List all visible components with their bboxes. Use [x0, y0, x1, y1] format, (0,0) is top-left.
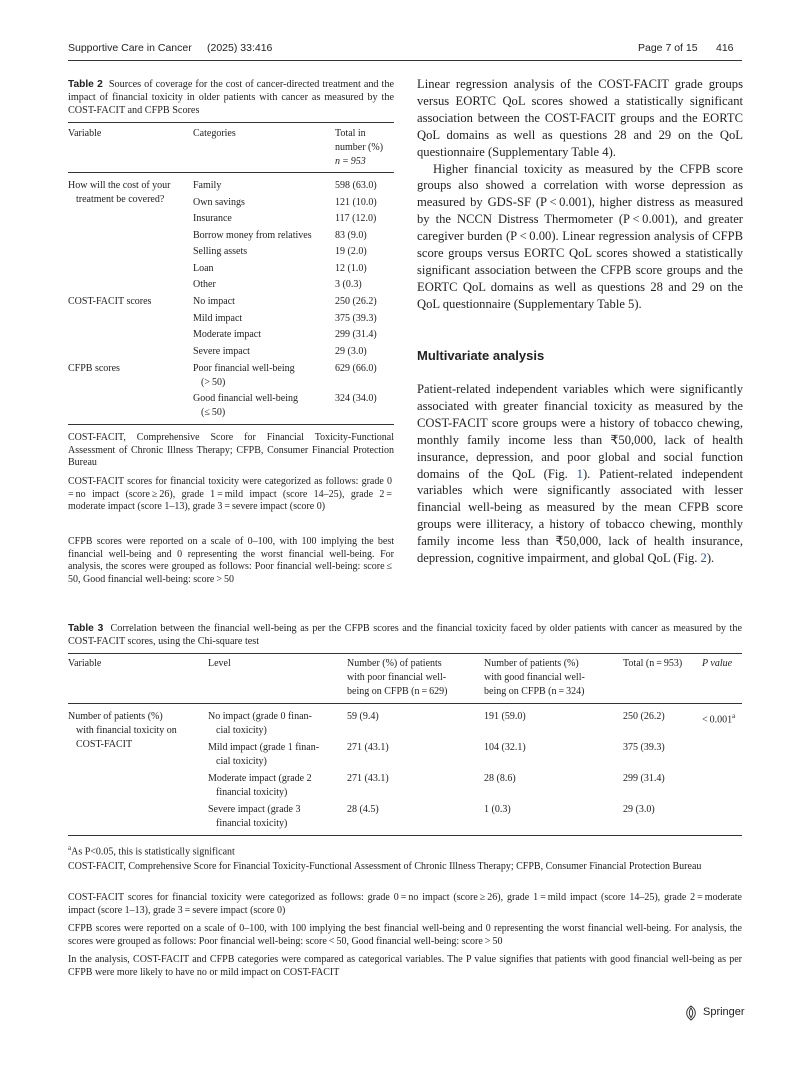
table3-col-poor-2: with poor financial well- — [347, 672, 447, 683]
table3-level: No impact (grade 0 finan- — [208, 711, 312, 722]
table3-footnote — [68, 842, 742, 859]
table3-variable-1: Number of patients (%) — [68, 711, 163, 722]
body-text: ). Patient-related independent variables which were significantly associated with lesser financial well-being as measured by the mean CFPB score groups were illiteracy, a history of tobacco chewing, monthly family income less than ₹50,000, lack of health insurance, depression, cognitive impairment, and global QoL (Fig. — [417, 466, 743, 566]
table2-val: 83 (9.0) — [335, 230, 367, 241]
table2-cat: Moderate impact — [193, 329, 262, 340]
table3-p-text: < 0.001 — [702, 714, 733, 726]
table2-val: 375 (39.3) — [335, 313, 377, 324]
table2 — [68, 122, 394, 422]
table3-variable-2: with financial toxicity on — [76, 725, 177, 736]
table2-col-total-1: Total in — [335, 128, 366, 139]
table2-note-abbrev: COST-FACIT, Comprehensive Score for Financial Toxicity-Functional Assessment of Chronic Illness Therapy; CFPB, Consumer Financial Protection Bureau — [68, 432, 394, 469]
table3-col-good-2: with good financial well- — [484, 672, 585, 683]
table3-good: 28 (8.6) — [484, 773, 516, 784]
table3-note-costfacit: COST-FACIT scores for financial toxicity were categorized as follows: grade 0 = no impact (score ≥ 26), grade 1 = mild impact (score 14–25), grade 2 = moderate impact (score 1–13), grade 3 = severe impact (score 0) — [68, 892, 742, 916]
table3-poor: 271 (43.1) — [347, 742, 389, 753]
body-paragraph: Linear regression analysis of the COST-FACIT grade groups versus EORTC QoL scores showed a statistically significant association between the COST-FACIT groups and the EORTC QoL domains as well as questions 28 and 29 on the QoL questionnaire (Supplementary Table 4). — [417, 77, 743, 159]
table2-val: 3 (0.3) — [335, 279, 362, 290]
table3-note-abbrev: COST-FACIT, Comprehensive Score for Financial Toxicity-Functional Assessment of Chronic Illness Therapy; CFPB, Consumer Financial Protection Bureau — [68, 861, 702, 872]
table2-cat: Severe impact — [193, 346, 250, 357]
springer-logo-icon — [683, 1005, 699, 1021]
table3-note-analysis: In the analysis, COST-FACIT and CFPB categories were compared as categorical variables. The P value signifies that patients with good financial well-being as per CFPB were more likely to have no or mild impact on COST-FACIT — [68, 954, 742, 978]
body-text: ). — [706, 551, 715, 566]
table2-cat: Mild impact — [193, 313, 243, 324]
table3-poor: 28 (4.5) — [347, 804, 379, 815]
table3-level: Mild impact (grade 1 finan- — [208, 742, 320, 753]
publisher-name: Springer — [703, 1006, 745, 1018]
table3-header-rule — [68, 703, 742, 704]
table2-cat: No impact — [193, 296, 235, 307]
table3-total: 250 (26.2) — [623, 711, 665, 722]
table3-footnote-text: As P<0.05, this is statistically significant — [71, 846, 235, 858]
table3-col-total: Total (n = 953) — [623, 658, 683, 669]
table2-cat: Own savings — [193, 197, 245, 208]
table2-val: 29 (3.0) — [335, 346, 367, 357]
table2-cat-cont: (> 50) — [201, 377, 226, 388]
table2-cat: Selling assets — [193, 246, 248, 257]
section-title: Multivariate analysis — [417, 348, 545, 363]
figure-2-link[interactable]: 2 — [700, 551, 707, 566]
page-number: Page 7 of 15 — [638, 42, 698, 54]
table3-total: 29 (3.0) — [623, 804, 655, 815]
table3-col-level: Level — [208, 658, 231, 669]
table3-label: Table 3 — [68, 623, 104, 634]
table3-good: 1 (0.3) — [484, 804, 511, 815]
table2-val: 19 (2.0) — [335, 246, 367, 257]
table2-cat: Borrow money from relatives — [193, 230, 312, 241]
table3-p-value — [702, 710, 735, 727]
table2-label: Table 2 — [68, 79, 103, 90]
table2-col-variable: Variable — [68, 128, 102, 139]
table2-val: 629 (66.0) — [335, 363, 377, 374]
table3-total: 375 (39.3) — [623, 742, 665, 753]
table3-good: 104 (32.1) — [484, 742, 526, 753]
table3-col-good-1: Number of patients (%) — [484, 658, 579, 669]
table2-cat-cont: (≤ 50) — [201, 407, 226, 418]
table2-val: 121 (10.0) — [335, 197, 377, 208]
table2-bottom-rule — [68, 424, 394, 425]
table3-footnote-sup: a — [68, 844, 72, 852]
table2-val: 250 (26.2) — [335, 296, 377, 307]
citation: (2025) 33:416 — [207, 42, 273, 54]
table3-col-good-3: being on CFPB (n = 324) — [484, 686, 585, 697]
table3-col-variable: Variable — [68, 658, 102, 669]
table2-col-categories: Categories — [193, 128, 236, 139]
table2-note-cfpb: CFPB scores were reported on a scale of 0–100, with 100 implying the best financial well-being and 0 representing the worst financial well-being. For analysis, the scores were grouped as follows: Poor financial well-being: score ≤ 50, Good financial well-being: score > 50 — [68, 536, 394, 585]
table2-val: 117 (12.0) — [335, 213, 377, 224]
table2-cat: Family — [193, 180, 222, 191]
table3-good: 191 (59.0) — [484, 711, 526, 722]
table3-col-poor-3: being on CFPB (n = 629) — [347, 686, 448, 697]
body-paragraph-multivariate — [417, 381, 743, 567]
table2-caption — [68, 78, 394, 118]
table2-val: 598 (63.0) — [335, 180, 377, 191]
table3-level: Moderate impact (grade 2 — [208, 773, 312, 784]
table2-val: 324 (34.0) — [335, 393, 377, 404]
table2-caption-text: Sources of coverage for the cost of cancer-directed treatment and the impact of financial toxicity in older patients with cancer as measured by the COST-FACIT and CFPB Scores — [68, 79, 394, 117]
table2-col-total-3: n = 953 — [335, 156, 366, 167]
article-number: 416 — [716, 42, 734, 54]
figure-1-link[interactable]: 1 — [576, 466, 583, 481]
table3-poor: 271 (43.1) — [347, 773, 389, 784]
body-text: Patient-related independent variables which were significantly associated with greater financial toxicity as measured by the COST-FACIT score groups were a history of tobacco chewing, monthly family income less than ₹50,000, lack of health insurance, depression, and poor global and social function domains of the QoL (Fig. — [417, 382, 743, 481]
table3-top-rule — [68, 653, 742, 654]
table3-level-cont: financial toxicity) — [216, 818, 288, 829]
body-paragraph: Higher financial toxicity as measured by the CFPB score groups also showed a correlation with worse depression as measured by GDS-SF (P < 0.001), higher distress as measured by the NCCN Distress Thermometer (P < 0.001), and greater caregiver burden (P < 0.00). Linear regression analysis of CFPB score groups versus EORTC QoL scores showed a statistically significant association between the CFPB score groups and the EORTC QoL domains as well as questions 28 and 29 on the QoL questionnaire (Supplementary Table 5). — [417, 161, 743, 311]
table3-variable-3: COST-FACIT — [76, 739, 133, 750]
table3-p-sup: a — [732, 712, 736, 720]
table2-cat: Poor financial well-being — [193, 363, 295, 374]
table3 — [68, 653, 742, 838]
table3-note-cfpb: CFPB scores were reported on a scale of 0–100, with 100 implying the best financial well-being and 0 representing the worst financial well-being. For analysis, the scores were grouped as follows: Poor financial well-being: score < 50, Good financial well-being: score > 50 — [68, 923, 742, 947]
table3-level-cont: financial toxicity) — [216, 787, 288, 798]
table3-bottom-rule — [68, 835, 742, 836]
body-column — [417, 76, 743, 313]
table2-variable-costfacit: COST-FACIT scores — [68, 296, 152, 307]
table3-poor: 59 (9.4) — [347, 711, 379, 722]
table2-cat: Loan — [193, 263, 214, 274]
table2-top-rule — [68, 122, 394, 123]
table2-cat: Other — [193, 279, 216, 290]
table2-variable-cfpb: CFPB scores — [68, 363, 120, 374]
table2-note-costfacit: COST-FACIT scores for financial toxicity were categorized as follows: grade 0 = no impact (score ≥ 26), grade 1 = mild impact (score 14–25), grade 2 = moderate impact (score 1–13), grade 3 = severe impact (score 0) — [68, 476, 394, 513]
table2-variable-cost-text: How will the cost of your treatment be covered? — [68, 180, 171, 205]
table3-caption-text: Correlation between the financial well-being as per the CFPB scores and the financial toxicity faced by older patients with cancer as measured by the COST-FACIT scores, using the Chi-square test — [68, 623, 743, 648]
table2-cat: Good financial well-being — [193, 393, 298, 404]
table2-header-rule — [68, 172, 394, 173]
header-rule — [68, 60, 742, 61]
table3-level: Severe impact (grade 3 — [208, 804, 301, 815]
table3-caption — [68, 622, 742, 648]
table2-col-total-2: number (%) — [335, 142, 384, 153]
table3-total: 299 (31.4) — [623, 773, 665, 784]
table3-col-poor-1: Number (%) of patients — [347, 658, 442, 669]
table3-level-cont: cial toxicity) — [216, 725, 267, 736]
table2-variable-cost — [68, 179, 186, 207]
table2-cat: Insurance — [193, 213, 232, 224]
journal-name: Supportive Care in Cancer — [68, 42, 192, 54]
table2-val: 299 (31.4) — [335, 329, 377, 340]
table2-val: 12 (1.0) — [335, 263, 367, 274]
table3-col-p: P value — [702, 658, 733, 669]
table3-level-cont: cial toxicity) — [216, 756, 267, 767]
